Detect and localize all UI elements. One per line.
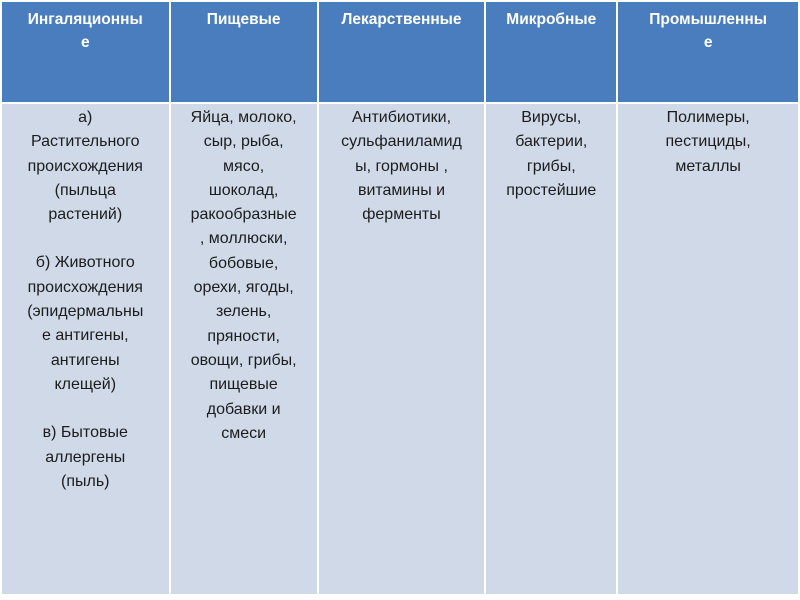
header-industrial: Промышленны е <box>617 1 799 103</box>
industrial-text: Полимеры, пестициды, металлы <box>665 109 751 175</box>
header-row <box>1 1 799 103</box>
header-food: Пищевые <box>170 1 318 103</box>
header-microbial: Микробные <box>485 1 617 103</box>
header-inhalation: Ингаляционны е <box>1 1 170 103</box>
cell-food <box>170 103 318 595</box>
drug-text: Антибиотики, сульфаниламид ы, гормоны , витамины и ферменты <box>341 109 462 224</box>
cell-microbial <box>485 103 617 595</box>
food-text: Яйца, молоко, сыр, рыба, мясо, шоколад, ракообразные , моллюски, бобовые, орехи, ягоды, зелень, пряности, овощи, грибы, пищевые добавки и смеси <box>190 109 297 442</box>
inhalation-plant-text: а) Растительного происхождения (пыльца растений) <box>27 109 143 224</box>
cell-inhalation <box>1 103 170 595</box>
cell-drug <box>318 103 486 595</box>
inhalation-animal-text: б) Животного происхождения (эпидермальны е антигены, антигены клещей) <box>27 254 144 393</box>
header-drug: Лекарственные <box>318 1 486 103</box>
microbial-text: Вирусы, бактерии, грибы, простейшие <box>506 109 597 199</box>
inhalation-household-text: в) Бытовые аллергены (пыль) <box>42 424 128 490</box>
cell-industrial <box>617 103 799 595</box>
table-row <box>1 103 799 595</box>
